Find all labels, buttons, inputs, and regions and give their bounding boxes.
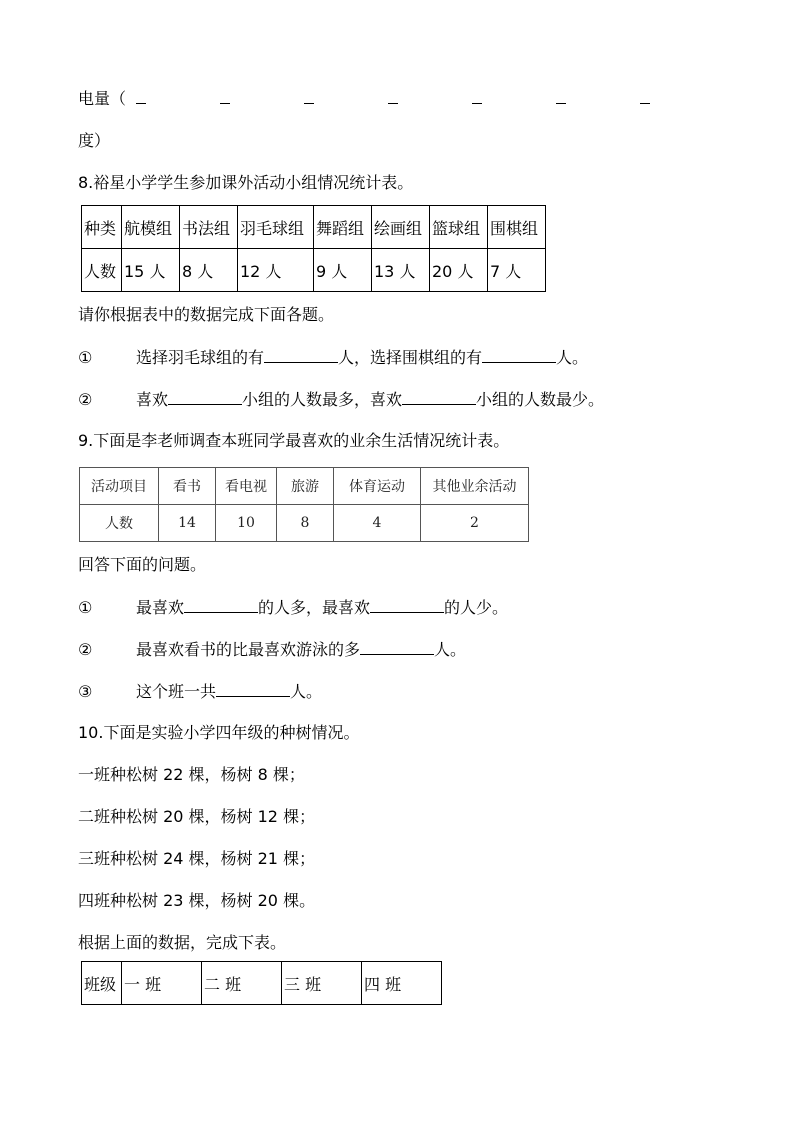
table-cell: 15 人 — [122, 249, 180, 292]
blank-underscore — [472, 91, 482, 104]
table-cell: 4 — [334, 505, 421, 542]
table-cell: 三 班 — [282, 962, 362, 1005]
table-cell: 人数 — [82, 249, 122, 292]
table-row — [82, 962, 442, 1005]
q9-item-1 — [78, 596, 508, 619]
electricity-unit: 度） — [78, 131, 111, 150]
table-cell: 航模组 — [122, 206, 180, 249]
q10-line-4: 四班种松树 23 棵，杨树 20 棵。 — [78, 891, 316, 910]
blank-underscore — [304, 91, 314, 104]
q9-item-2 — [78, 638, 466, 661]
table-cell: 14 — [159, 505, 216, 542]
table-row — [80, 505, 529, 542]
item-marker: ① — [78, 348, 93, 367]
table-cell: 8 — [277, 505, 334, 542]
table-cell: 2 — [421, 505, 529, 542]
table-cell: 书法组 — [180, 206, 238, 249]
table-cell: 舞蹈组 — [314, 206, 372, 249]
answer-blank[interactable] — [184, 596, 258, 613]
table-cell: 活动项目 — [80, 468, 159, 505]
q10-line-1: 一班种松树 22 棵，杨树 8 棵； — [78, 765, 305, 784]
electricity-prefix: 电量（ — [78, 89, 127, 108]
q10-title: 10.下面是实验小学四年级的种树情况。 — [78, 723, 360, 742]
blank-underscore — [556, 91, 566, 104]
table-cell: 篮球组 — [430, 206, 488, 249]
table-cell: 四 班 — [362, 962, 442, 1005]
blank-underscore — [388, 91, 398, 104]
q10-table — [81, 961, 442, 1005]
q8-item-2 — [78, 388, 604, 411]
item-text: 最喜欢看书的比最喜欢游泳的多 — [136, 640, 361, 659]
q8-table — [81, 205, 546, 292]
answer-blank[interactable] — [264, 346, 338, 363]
item-marker: ③ — [78, 682, 93, 701]
table-cell: 一 班 — [122, 962, 202, 1005]
table-cell: 围棋组 — [488, 206, 546, 249]
q10-instruction: 根据上面的数据，完成下表。 — [78, 933, 287, 952]
table-cell: 体育运动 — [334, 468, 421, 505]
answer-blank[interactable] — [402, 388, 476, 405]
item-marker: ② — [78, 390, 93, 409]
table-cell: 人数 — [80, 505, 159, 542]
blank-underscore — [220, 91, 230, 104]
item-text: 小组的人数最少。 — [476, 390, 605, 409]
q10-line-2: 二班种松树 20 棵，杨树 12 棵； — [78, 807, 316, 826]
table-cell: 看电视 — [216, 468, 277, 505]
electricity-line — [78, 88, 650, 110]
table-cell: 看书 — [159, 468, 216, 505]
table-cell: 8 人 — [180, 249, 238, 292]
table-cell: 羽毛球组 — [238, 206, 314, 249]
item-text: 的人少。 — [444, 598, 509, 617]
table-cell: 其他业余活动 — [421, 468, 529, 505]
table-cell: 旅游 — [277, 468, 334, 505]
answer-blank[interactable] — [360, 638, 434, 655]
table-cell: 13 人 — [372, 249, 430, 292]
q9-table — [79, 467, 529, 542]
table-cell: 12 人 — [238, 249, 314, 292]
table-cell: 绘画组 — [372, 206, 430, 249]
q9-item-3 — [78, 680, 322, 703]
q8-instruction: 请你根据表中的数据完成下面各题。 — [78, 305, 335, 324]
item-text: 小组的人数最多，喜欢 — [242, 390, 403, 409]
q9-instruction: 回答下面的问题。 — [78, 555, 207, 574]
q8-item-1 — [78, 346, 588, 369]
item-text: 这个班一共 — [136, 682, 217, 701]
q10-line-3: 三班种松树 24 棵，杨树 21 棵； — [78, 849, 316, 868]
blank-underscore — [136, 91, 146, 104]
item-marker: ② — [78, 640, 93, 659]
item-text: 选择羽毛球组的有 — [136, 348, 265, 367]
table-cell: 20 人 — [430, 249, 488, 292]
answer-blank[interactable] — [216, 680, 290, 697]
item-marker: ① — [78, 598, 93, 617]
table-cell: 种类 — [82, 206, 122, 249]
item-text: 喜欢 — [136, 390, 169, 409]
item-text: 人。 — [556, 348, 589, 367]
answer-blank[interactable] — [370, 596, 444, 613]
item-text: 人。 — [434, 640, 467, 659]
table-row — [82, 249, 546, 292]
table-cell: 9 人 — [314, 249, 372, 292]
table-row — [80, 468, 529, 505]
item-text: 最喜欢 — [136, 598, 185, 617]
answer-blank[interactable] — [482, 346, 556, 363]
table-cell: 班级 — [82, 962, 122, 1005]
q8-title: 8.裕星小学学生参加课外活动小组情况统计表。 — [78, 173, 414, 192]
item-text: 人。 — [290, 682, 323, 701]
answer-blank[interactable] — [168, 388, 242, 405]
item-text: 人，选择围棋组的有 — [338, 348, 483, 367]
table-cell: 7 人 — [488, 249, 546, 292]
blank-underscore — [640, 91, 650, 104]
q9-title: 9.下面是李老师调查本班同学最喜欢的业余生活情况统计表。 — [78, 431, 510, 450]
item-text: 的人多，最喜欢 — [258, 598, 371, 617]
table-cell: 二 班 — [202, 962, 282, 1005]
table-cell: 10 — [216, 505, 277, 542]
table-row — [82, 206, 546, 249]
